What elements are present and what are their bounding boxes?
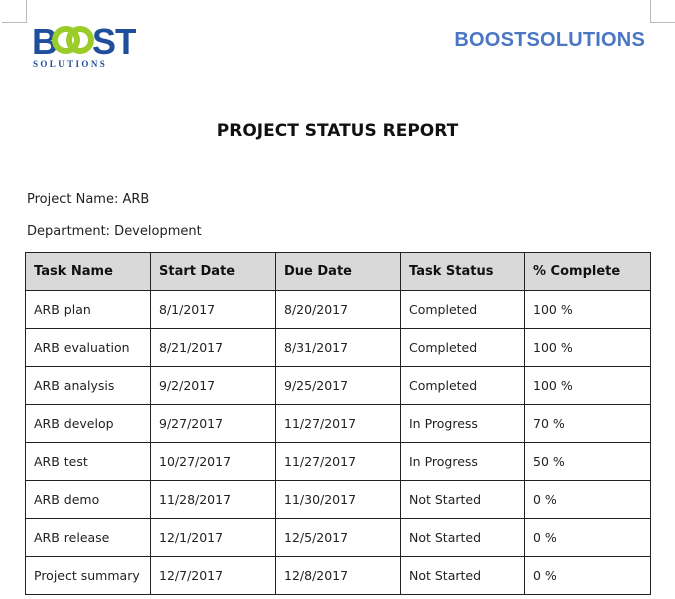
table-row [26,557,651,595]
cell-percent-complete: 100 % [525,291,651,329]
cell-task-status: Not Started [401,481,525,519]
svg-text:SOLUTIONS: SOLUTIONS [33,59,108,69]
cell-task-status: Not Started [401,519,525,557]
table-row [26,329,651,367]
table-row [26,405,651,443]
header-task-status: Task Status [401,253,525,291]
report-title: PROJECT STATUS REPORT [216,121,459,141]
boost-solutions-logo [32,18,136,70]
cell-task-name: Project summary [26,557,151,595]
cell-task-name: ARB release [26,519,151,557]
cell-task-name: ARB demo [26,481,151,519]
cell-start-date: 8/21/2017 [151,329,276,367]
task-status-table [25,252,651,595]
cell-task-status: Completed [401,329,525,367]
department: Department: Development [27,224,202,239]
cell-start-date: 12/1/2017 [151,519,276,557]
header-due-date: Due Date [276,253,401,291]
page-margin-corner-right [650,0,675,23]
cell-due-date: 8/31/2017 [276,329,401,367]
brand-name: BOOSTSOLUTIONS [454,29,645,51]
svg-text:B: B [32,21,57,62]
cell-task-status: Completed [401,291,525,329]
cell-percent-complete: 100 % [525,367,651,405]
cell-task-name: ARB test [26,443,151,481]
cell-start-date: 12/7/2017 [151,557,276,595]
table-header-row [26,253,651,291]
cell-task-name: ARB evaluation [26,329,151,367]
cell-percent-complete: 0 % [525,519,651,557]
table-row [26,481,651,519]
cell-start-date: 9/27/2017 [151,405,276,443]
cell-due-date: 11/27/2017 [276,405,401,443]
cell-task-status: Not Started [401,557,525,595]
page-margin-corner-left [2,0,27,23]
cell-start-date: 11/28/2017 [151,481,276,519]
cell-percent-complete: 0 % [525,481,651,519]
cell-task-name: ARB analysis [26,367,151,405]
cell-due-date: 11/27/2017 [276,443,401,481]
cell-start-date: 8/1/2017 [151,291,276,329]
cell-percent-complete: 70 % [525,405,651,443]
cell-task-status: In Progress [401,443,525,481]
cell-start-date: 9/2/2017 [151,367,276,405]
svg-text:ST: ST [92,21,136,62]
header-percent-complete: % Complete [525,253,651,291]
cell-due-date: 8/20/2017 [276,291,401,329]
table-row [26,443,651,481]
cell-task-status: Completed [401,367,525,405]
header-start-date: Start Date [151,253,276,291]
table-row [26,367,651,405]
cell-task-status: In Progress [401,405,525,443]
project-name: Project Name: ARB [27,192,150,207]
table-row [26,291,651,329]
cell-due-date: 11/30/2017 [276,481,401,519]
cell-percent-complete: 0 % [525,557,651,595]
cell-percent-complete: 100 % [525,329,651,367]
cell-due-date: 12/5/2017 [276,519,401,557]
header-task-name: Task Name [26,253,151,291]
cell-start-date: 10/27/2017 [151,443,276,481]
cell-task-name: ARB plan [26,291,151,329]
cell-due-date: 9/25/2017 [276,367,401,405]
cell-due-date: 12/8/2017 [276,557,401,595]
cell-task-name: ARB develop [26,405,151,443]
cell-percent-complete: 50 % [525,443,651,481]
table-row [26,519,651,557]
